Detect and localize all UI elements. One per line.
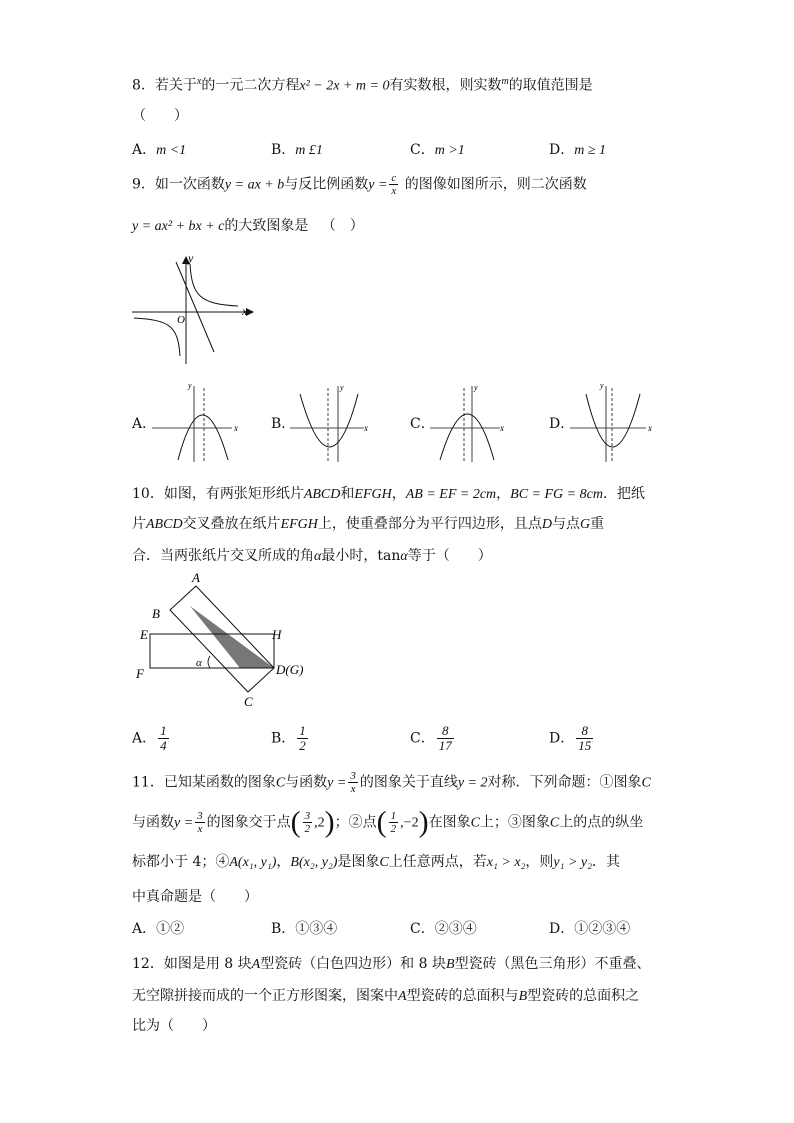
q10-option-b: B． $\frac{1}{2}$	[271, 723, 306, 753]
q10-figure	[130, 572, 320, 712]
svg-text:y: y	[474, 383, 478, 392]
q9-option-d-letter: D．	[549, 416, 575, 432]
x-axis-label: x	[242, 304, 248, 318]
q10-option-c: C． $\frac{8}{17}$	[410, 723, 452, 753]
svg-text:y: y	[600, 381, 604, 390]
q8-stem: 8．若关于$^x$的一元二次方程x² − 2x + m = 0有实数根，则实数$^m$的取值范围是	[132, 76, 593, 94]
q8-option-d: D．m ≥ 1	[549, 142, 607, 158]
svg-text:y: y	[340, 383, 344, 392]
q8-answer-blank: （ ）	[132, 108, 188, 124]
overlap-parallelogram	[190, 606, 274, 668]
svg-text:E: E	[140, 627, 148, 642]
q10-option-a: A． $\frac{1}{4}$	[132, 723, 167, 753]
q9-option-b-letter: B．	[271, 416, 296, 432]
q12-stem-line1: 12．如图是用 8 块A型瓷砖（白色四边形）和 8 块B型瓷砖（黑色三角形）不重叠、	[132, 956, 651, 972]
q9-stem-line1: 9．如一次函数y = ax + b与反比例函数y = $\frac{c}{x}$ 的图像如图所示，则二次函数	[132, 172, 587, 197]
q8-option-a: A．m <1	[132, 142, 187, 158]
svg-text:x: x	[364, 423, 368, 433]
svg-text:α: α	[196, 657, 202, 669]
svg-text:B: B	[152, 606, 160, 621]
svg-text:H: H	[272, 627, 282, 642]
linear-function-line	[176, 262, 214, 352]
q10-stem-line3: 合．当两张纸片交叉所成的角α最小时，tanα等于（ ）	[132, 548, 492, 564]
q11-option-b: B．①③④	[271, 921, 338, 937]
hyperbola-branch-lower	[134, 318, 180, 356]
svg-text:x: x	[500, 423, 504, 433]
y-axis-label: y	[188, 252, 194, 265]
q8-option-b: B．m £1	[271, 142, 323, 158]
q11-option-d: D．①②③④	[549, 921, 631, 937]
svg-text:F: F	[136, 666, 144, 681]
origin-label: O	[177, 314, 185, 326]
q9-option-c-graph	[428, 380, 523, 465]
q12-stem-line3: 比为（ ）	[132, 1018, 216, 1034]
q9-option-a-graph	[150, 380, 245, 465]
q9-option-b-graph	[288, 380, 383, 465]
q9-option-c-letter: C．	[410, 416, 435, 432]
q11-stem-line2: 与函数y = $\frac{3}{x}$ 的图象交于点( $\frac{3}{2}$ ,2)；②点( $\frac{1}{2}$ ,−2)在图象C上；③图象C上的点的纵坐	[132, 805, 644, 839]
svg-text:A: A	[192, 572, 200, 585]
q10-stem-line1: 10．如图，有两张矩形纸片ABCD和EFGH，AB = EF = 2cm，BC = FG = 8cm．把纸	[132, 486, 645, 502]
q9-stem-line2: y = ax² + bx + c的大致图象是 （ ）	[132, 218, 364, 234]
svg-text:C: C	[244, 694, 253, 709]
q11-option-c: C．②③④	[410, 921, 477, 937]
svg-text:x: x	[648, 423, 652, 433]
q9-option-d-graph	[568, 380, 663, 465]
q11-stem-line3: 标都小于 4；④A(x₁, y₁)，B(x₂, y₂)是图象C上任意两点，若x₁ > x₂，则y₁ > y₂．其	[132, 854, 621, 870]
angle-alpha-arc	[208, 656, 210, 668]
q9-option-a-letter: A．	[132, 416, 157, 432]
q10-option-d: D． $\frac{8}{15}$	[549, 723, 592, 753]
svg-text:x: x	[234, 423, 238, 433]
q11-option-a: A．①②	[132, 921, 185, 937]
svg-text:D(G): D(G)	[276, 662, 304, 677]
q9-main-graph	[130, 252, 260, 367]
q11-stem-line1: 11．已知某函数的图象C与函数y = $\frac{3}{x}$ 的图象关于直线y = 2对称．下列命题：①图象C	[132, 770, 651, 795]
q8-option-c: C．m >1	[410, 142, 465, 158]
svg-text:y: y	[188, 381, 192, 390]
hyperbola-branch-upper	[190, 264, 238, 306]
q11-stem-line4: 中真命题是（ ）	[132, 889, 258, 905]
q10-stem-line2: 片ABCD交叉叠放在纸片EFGH上，使重叠部分为平行四边形，且点D与点G重	[132, 516, 605, 532]
q12-stem-line2: 无空隙拼接而成的一个正方形图案，图案中A型瓷砖的总面积与B型瓷砖的总面积之	[132, 988, 640, 1004]
